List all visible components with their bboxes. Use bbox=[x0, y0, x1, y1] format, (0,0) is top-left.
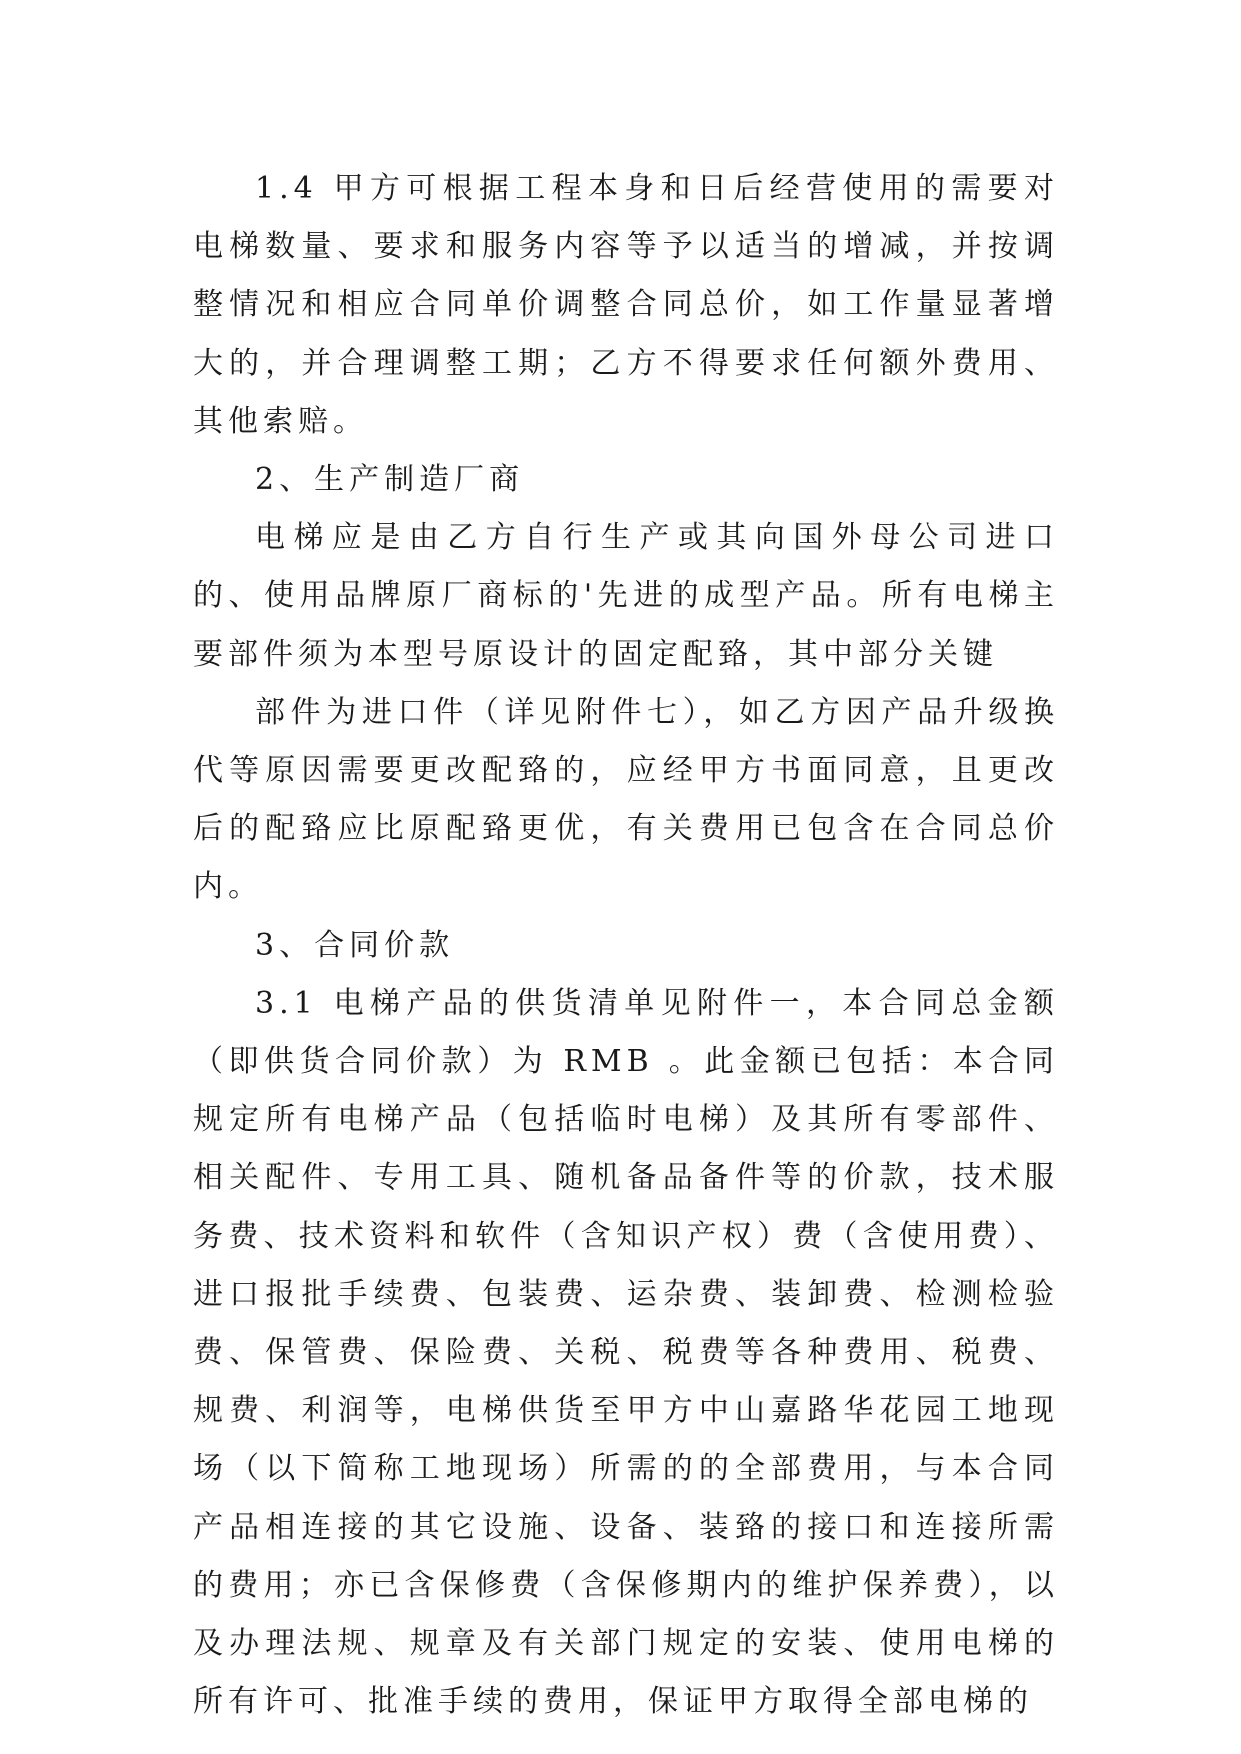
paragraph-1-4-adjustment: 1.4 甲方可根据工程本身和日后经营使用的需要对电梯数量、要求和服务内容等予以适当的增减，并按调整情况和相应合同单价调整合同总价，如工作量显著增大的，并合理调整工期；乙方不得要求任何额外费用、其他索赔。 bbox=[193, 171, 1059, 439]
paragraph-imported-parts: 部件为进口件（详见附件七），如乙方因产品升级换代等原因需要更改配臵的，应经甲方书面同意，且更改后的配臵应比原配臵更优，有关费用已包含在合同总价内。 bbox=[193, 694, 1059, 905]
paragraph-3-1-price-details: 3.1 电梯产品的供货清单见附件一，本合同总金额（即供货合同价款）为 RMB 。此金额已包括：本合同规定所有电梯产品（包括临时电梯）及其所有零部件、相关配件、专用工具、随机备品备件等的价款，技术服务费、技术资料和软件（含知识产权）费（含使用费）、进口报批手续费、包装费、运杂费、装卸费、检测检验费、保管费、保险费、关税、税费等各种费用、税费、规费、利润等，电梯供货至甲方中山嘉路华花园工地现场（以下简称工地现场）所需的的全部费用，与本合同产品相连接的其它设施、设备、装臵的接口和连接所需的费用；亦已含保修费（含保修期内的维护保养费），以及办理法规、规章及有关部门规定的安装、使用电梯的所有许可、批准手续的费用，保证甲方取得全部电梯的 bbox=[193, 985, 1059, 1720]
heading-3-contract-price: 3、合同价款 bbox=[255, 927, 455, 963]
paragraph-manufacturer-requirements: 电梯应是由乙方自行生产或其向国外母公司进口的、使用品牌原厂商标的'先进的成型产品。所有电梯主要部件须为本型号原设计的固定配臵，其中部分关键 bbox=[193, 520, 1059, 672]
heading-2-manufacturer: 2、生产制造厂商 bbox=[255, 462, 525, 498]
document-body bbox=[193, 160, 1059, 1731]
